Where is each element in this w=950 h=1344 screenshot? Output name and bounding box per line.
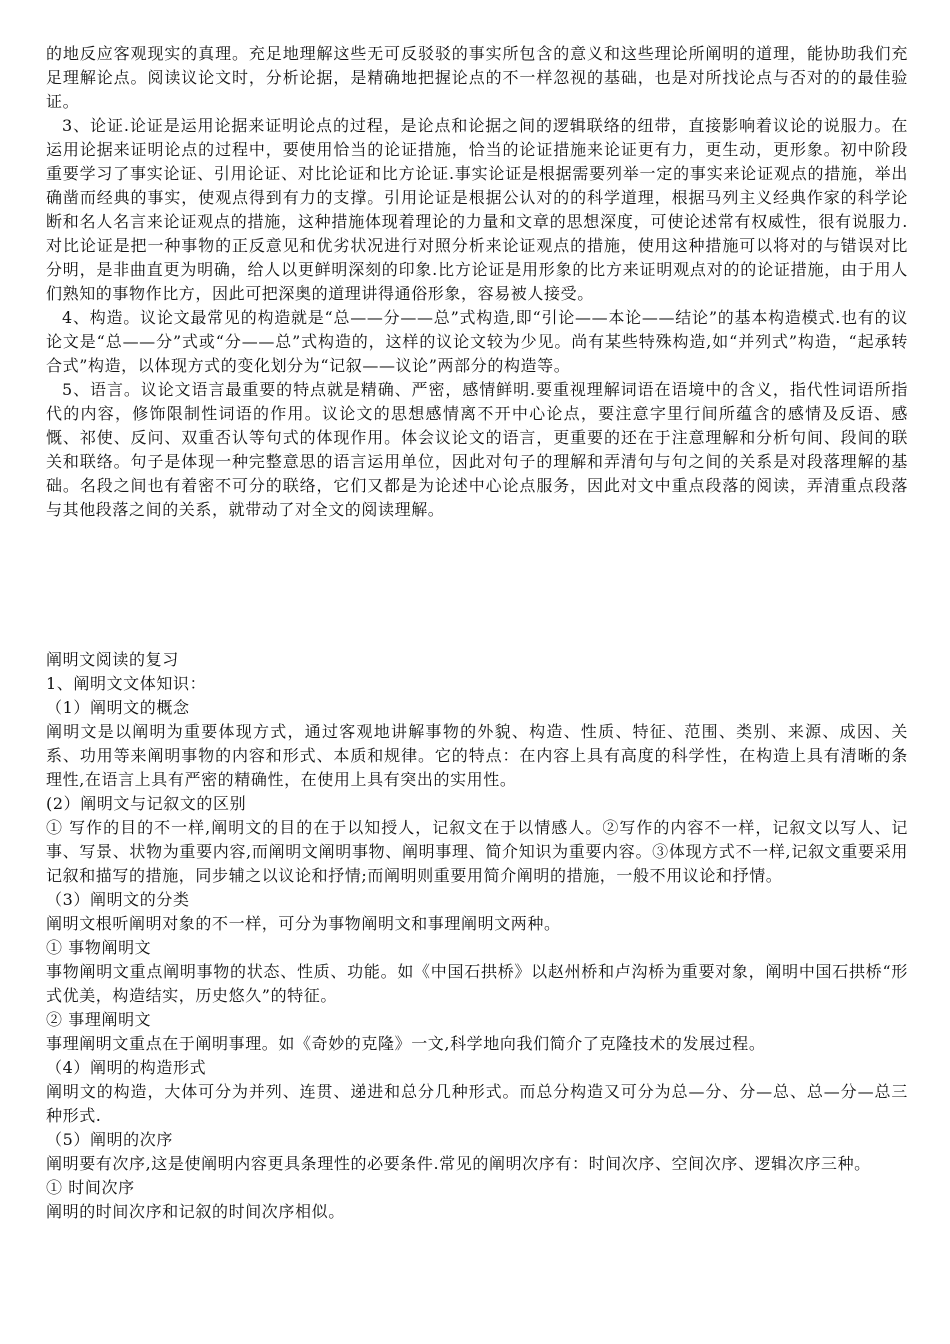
paragraph-structure: 4、构造。议论文最常见的构造就是“总——分——总”式构造,即“引论——本论——结论”的基本构造模式.也有的议论文是“总——分”式或“分——总”式构造的，这样的议论文较为少见。尚有某些特殊构造,如“并列式”构造，“起承转合式”构造，以体现方式的变化划分为“记叙——议论”两部分的构造等。 [46,308,908,375]
paragraph-time-order: 阐明的时间次序和记叙的时间次序相似。 [46,1202,345,1221]
heading-genre-knowledge: 1、阐明文文体知识： [46,674,207,693]
paragraph-argument: 3、论证.论证是运用论据来证明论点的过程，是论点和论据之间的逻辑联络的纽带，直接影响着议论的说服力。在运用论据来证明论点的过程中，要使用恰当的论证措施，恰当的论证措施来论证更有力，更生动，更形象。初中阶段重要学习了事实论证、引用论证、对比论证和比方论证.事实论证是根据需要列举一定的事实来论证观点的措施，举出确凿而经典的事实，使观点得到有力的支撑。引用论证是根据公认对的的科学道理，根据马列主义经典作家的科学论断和名人名言来论证观点的措施，这种措施体现着理论的力量和文章的思想深度，可使论述常有权威性，很有说服力.对比论证是把一种事物的正反意见和优劣状况进行对照分析来论证观点的措施，使用这种措施可以将对的与错误对比分明，是非曲直更为明确，给人以更鲜明深刻的印象.比方论证是用形象的比方来证明观点对的的论证措施，由于用人们熟知的事物作比方，因此可把深奥的道理讲得通俗形象，容易被人接受。 [46,116,908,303]
paragraph-reason-expository: 事理阐明文重点在于阐明事理。如《奇妙的克隆》一文,科学地向我们简介了克隆技术的发展过程。 [46,1034,766,1053]
paragraph-structure-form: 阐明文的构造，大体可分为并列、连贯、递进和总分几种形式。而总分构造又可分为总—分、分—总、总—分—总三种形式. [46,1082,908,1125]
heading-time-order: ① 时间次序 [46,1178,135,1197]
heading-difference: (2）阐明文与记叙文的区别 [46,794,247,813]
paragraph-concept: 阐明文是以阐明为重要体现方式，通过客观地讲解事物的外貌、构造、性质、特征、范围、类别、来源、成因、关系、功用等来阐明事物的内容和形式、本质和规律。它的特点：在内容上具有高度的科学性，在构造上具有清晰的条理性,在语言上具有严密的精确性，在使用上具有突出的实用性。 [46,722,908,789]
paragraph-difference: ① 写作的目的不一样,阐明文的目的在于以知授人，记叙文在于以情感人。②写作的内容不一样，记叙文以写人、记事、写景、状物为重要内容,而阐明文阐明事物、阐明事理、简介知识为重要内容。③体现方式不一样,记叙文重要采用记叙和描写的措施，同步辅之以议论和抒情;而阐明则重要用简介阐明的措施，一般不用议论和抒情。 [46,818,908,885]
heading-concept: （1）阐明文的概念 [46,698,190,717]
heading-reason-expository: ② 事理阐明文 [46,1010,152,1029]
heading-structure-form: （4）阐明的构造形式 [46,1058,207,1077]
section-argument [46,42,908,522]
heading-classification: （3）阐明文的分类 [46,890,190,909]
paragraph-intro: 的地反应客观现实的真理。充足地理解这些无可反驳驳的事实所包含的意义和这些理论所阐明的道理，能协助我们充足理解论点。阅读议论文时，分析论据，是精确地把握论点的不一样忽视的基础，也是对所找论点与否对的的最佳验证。 [46,44,908,111]
heading-thing-expository: ① 事物阐明文 [46,938,152,957]
paragraph-language: 5、语言。议论文语言最重要的特点就是精确、严密，感情鲜明.要重视理解词语在语境中的含义，指代性词语所指代的内容，修饰限制性词语的作用。议论文的思想感情离不开中心论点，要注意字里行间所蕴含的感情及反语、感慨、祁使、反问、双重否认等句式的体现作用。体会议论文的语言，更重要的还在于注意理解和分析句间、段间的联关和联络。句子是体现一种完整意思的语言运用单位，因此对句子的理解和弄清句与句之间的关系是对段落理解的基础。名段之间也有着密不可分的联络，它们又都是为论述中心论点服务，因此对文中重点段落的阅读，弄清重点段落与其他段落之间的关系，就带动了对全文的阅读理解。 [46,380,908,519]
heading-order: （5）阐明的次序 [46,1130,173,1149]
section-title: 阐明文阅读的复习 [46,650,179,669]
paragraph-thing-expository: 事物阐明文重点阐明事物的状态、性质、功能。如《中国石拱桥》以赵州桥和卢沟桥为重要对象，阐明中国石拱桥“形式优美，构造结实，历史悠久”的特征。 [46,962,908,1005]
paragraph-order: 阐明要有次序,这是使阐明内容更具条理性的必要条件.常见的阐明次序有：时间次序、空间次序、逻辑次序三种。 [46,1154,871,1173]
section-expository [46,648,908,1224]
paragraph-classification: 阐明文根听阐明对象的不一样，可分为事物阐明文和事理阐明文两种。 [46,914,561,933]
